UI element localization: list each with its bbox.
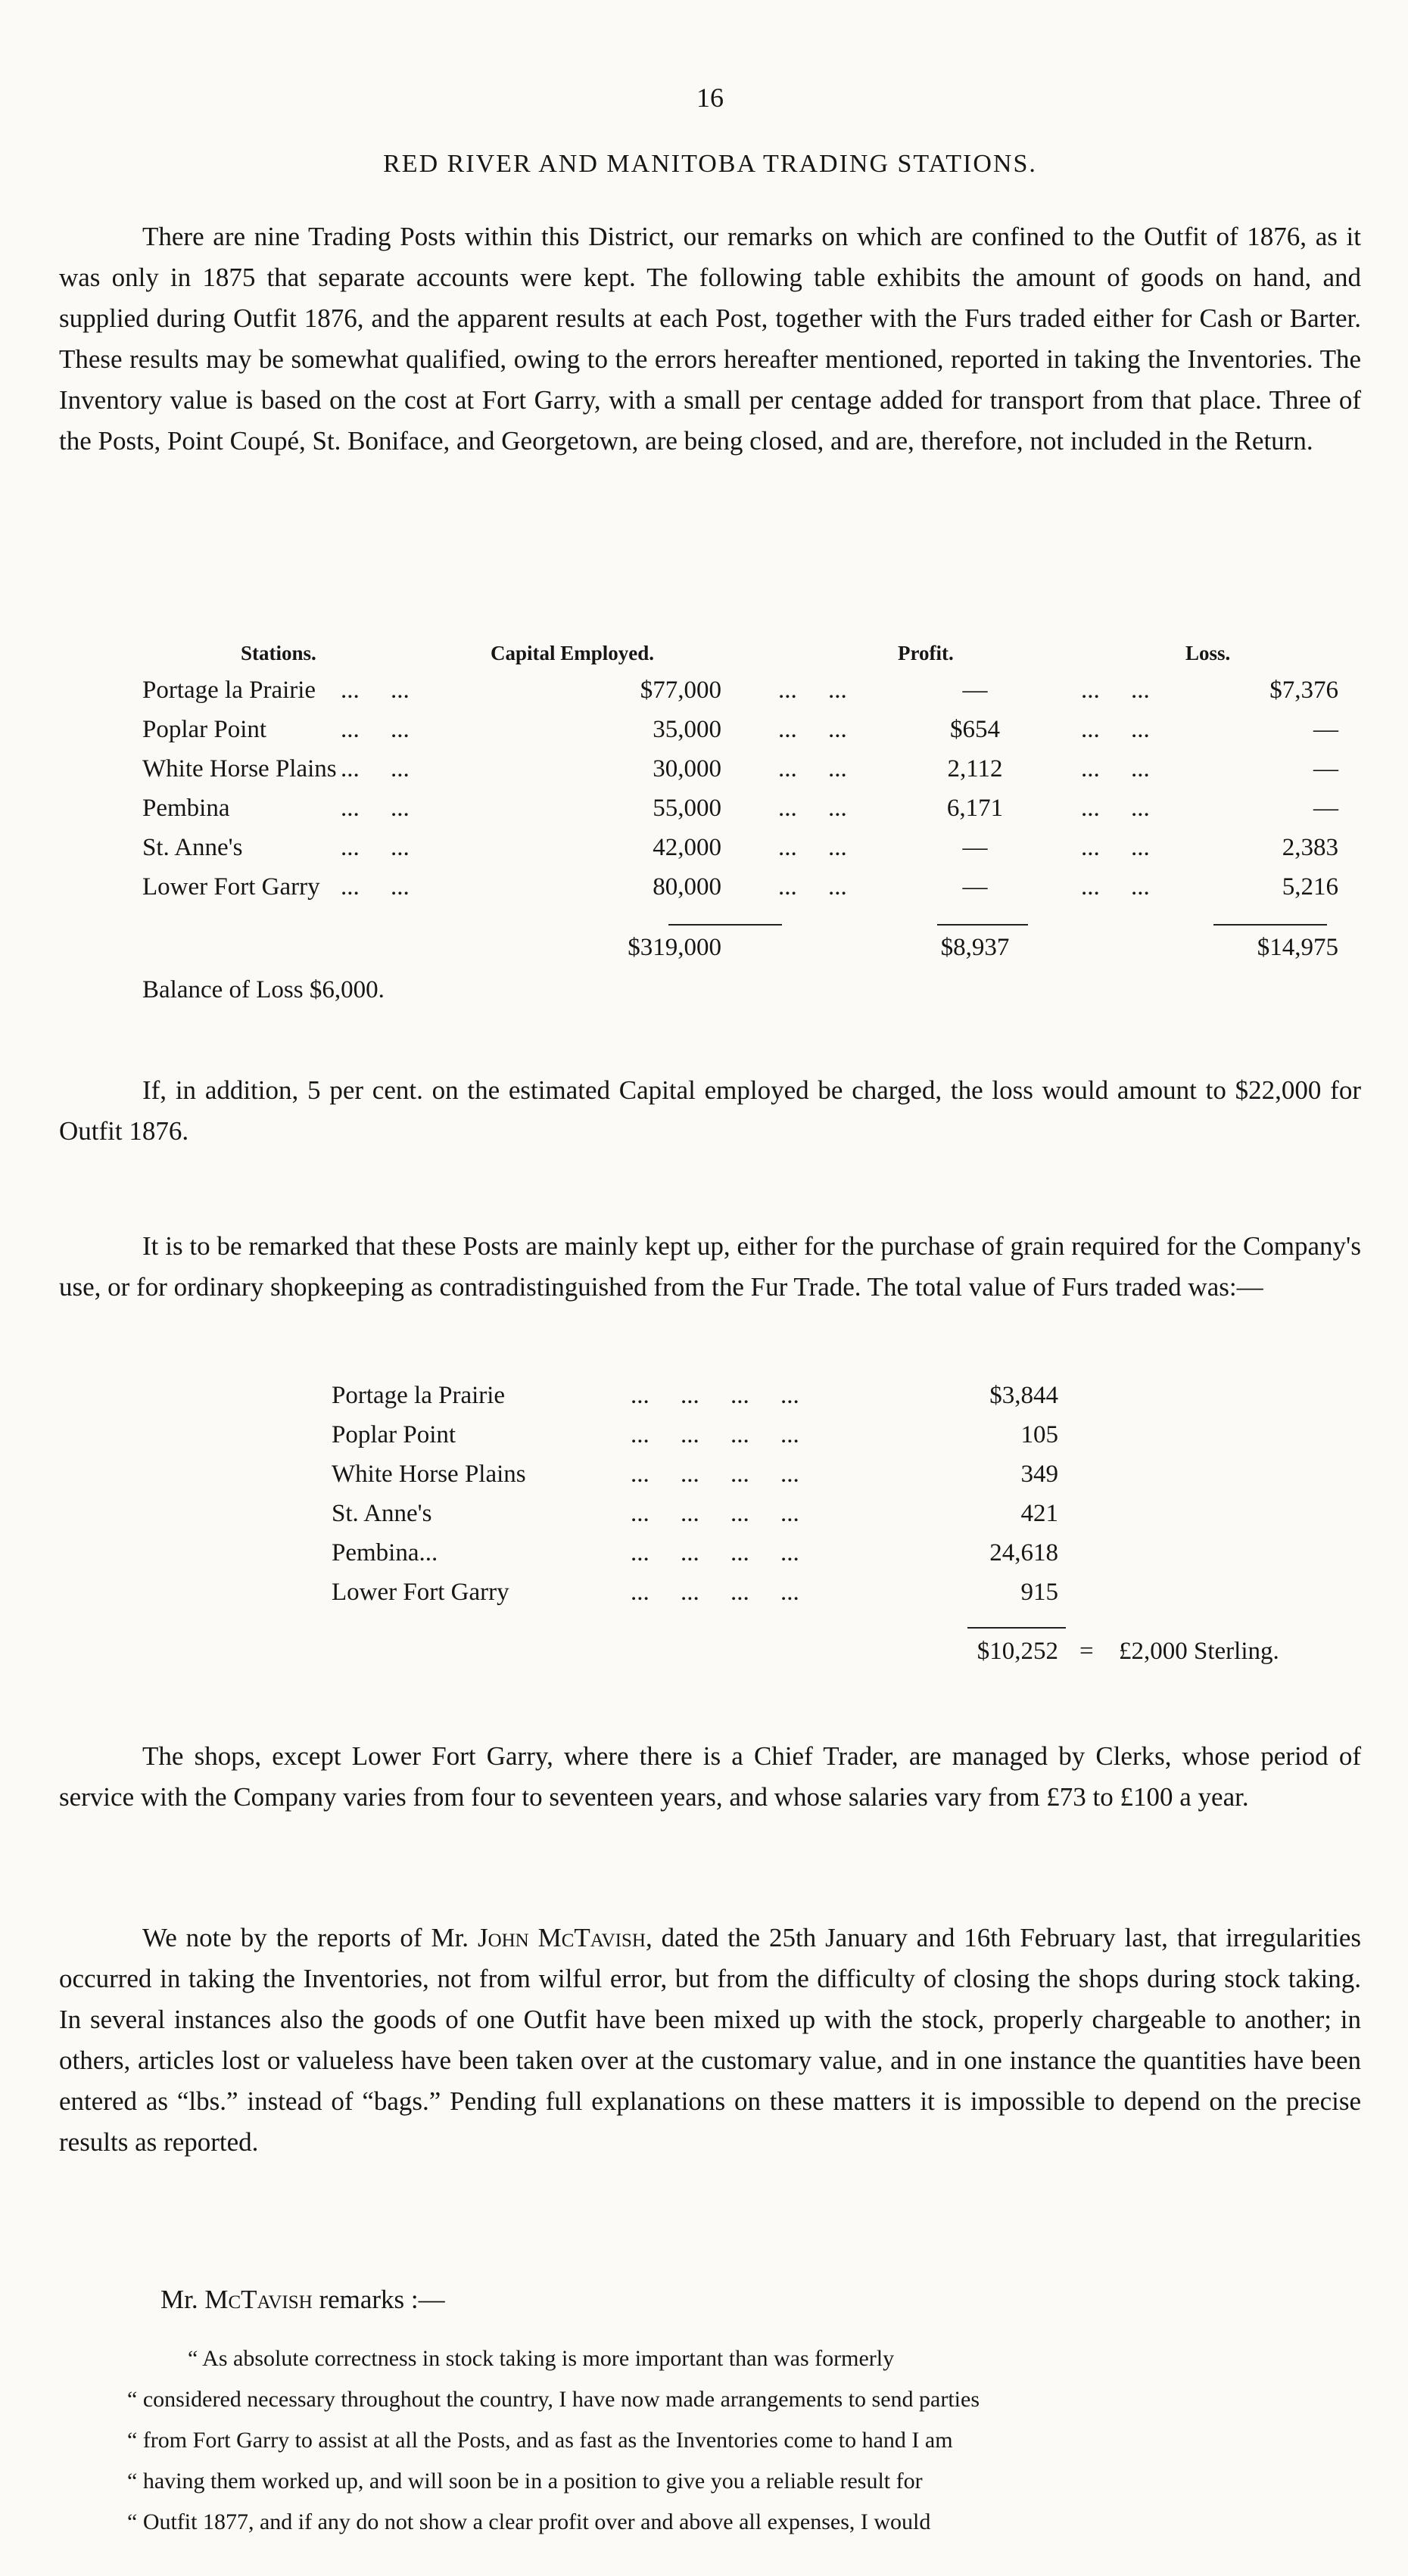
reports-text-before: We note by the reports of Mr. <box>142 1923 469 1952</box>
capital-value: 35,000 <box>653 716 721 743</box>
leader-dots: ... ... ... ... <box>631 1421 799 1448</box>
leader-dots: ... ... ... ... <box>631 1579 799 1606</box>
total-loss: $14,975 <box>1257 934 1338 961</box>
leader-dots: ... ... ... ... <box>631 1461 799 1488</box>
leader-dots: ... ... <box>778 677 847 704</box>
table-row <box>332 1382 1089 1421</box>
post-name: Poplar Point <box>332 1421 456 1448</box>
sterling-equivalent: £2,000 Sterling. <box>1119 1638 1279 1665</box>
loss-value: $7,376 <box>1269 677 1338 704</box>
fur-value: 349 <box>1020 1461 1058 1488</box>
post-name: Pembina... <box>332 1539 438 1566</box>
leader-dots: ... ... <box>341 755 410 782</box>
quote-line: “ Outfit 1877, and if any do not show a clear profit over and above all expenses, I would <box>127 2509 931 2534</box>
interest-paragraph: If, in addition, 5 per cent. on the estimated Capital employed be charged, the loss would amount to $22,000 for Outfit 1876. <box>59 1075 1361 1146</box>
leader-dots: ... ... <box>1081 795 1150 822</box>
leader-dots: ... ... <box>1081 677 1150 704</box>
intro-paragraph: There are nine Trading Posts within this District, our remarks on which are confined to the Outfit of 1876, as it was only in 1875 that separate accounts were kept. The following table exhibits the amount of goods on hand, and supplied during Outfit 1876, and the apparent results at each Post, together with the Furs traded either for Cash or Barter. These results may be somewhat qualified, owing to the errors hereafter mentioned, reported in taking the Inventories. The Inventory value is based on the cost at Fort Garry, with a small per centage added for transport from that place. Three of the Posts, Point Coupé, St. Boniface, and Georgetown, are being closed, and are, therefore, not included in the Return. <box>59 222 1361 456</box>
profit-value: $654 <box>950 716 1000 743</box>
fur-value: $3,844 <box>989 1382 1058 1409</box>
total-rule-capital <box>668 924 782 926</box>
leader-dots: ... ... <box>341 873 410 901</box>
totals-row <box>142 934 1338 973</box>
profit-value: — <box>962 677 988 704</box>
leader-dots: ... ... <box>778 755 847 782</box>
reports-paragraph <box>59 1918 1361 2163</box>
leader-dots: ... ... <box>341 795 410 822</box>
table-row <box>332 1421 1089 1461</box>
total-capital: $319,000 <box>628 934 721 961</box>
leader-dots: ... ... <box>778 795 847 822</box>
posts-paragraph: It is to be remarked that these Posts are mainly kept up, either for the purchase of grain required for the Company's use, or for ordinary shopkeeping as contradistinguished from the Fur Trade. The total value of Furs traded was:— <box>59 1231 1361 1302</box>
header-loss: Loss. <box>1185 642 1231 664</box>
leader-dots: ... ... ... ... <box>631 1539 799 1566</box>
total-rule-loss <box>1213 924 1327 926</box>
header-capital: Capital Employed. <box>491 642 655 664</box>
station-name: Portage la Prairie <box>142 677 316 704</box>
table-row <box>142 755 1338 795</box>
table-row <box>142 834 1338 873</box>
furs-total-row <box>332 1638 1361 1677</box>
capital-value: 80,000 <box>653 873 721 901</box>
loss-value: — <box>1313 755 1338 782</box>
remarks-suffix: remarks :— <box>319 2285 445 2314</box>
leader-dots: ... ... <box>1081 873 1150 901</box>
profit-value: 6,171 <box>946 795 1004 822</box>
quote-line: “ from Fort Garry to assist at all the Posts, and as fast as the Inventories come to hand I am <box>127 2428 953 2453</box>
leader-dots: ... ... <box>1081 716 1150 743</box>
capital-value: 30,000 <box>653 755 721 782</box>
remarks-name: McTavish <box>204 2285 313 2314</box>
leader-dots: ... ... <box>1081 834 1150 861</box>
page-number: 16 <box>696 82 724 113</box>
leader-dots: ... ... <box>341 834 410 861</box>
table-row <box>332 1539 1089 1579</box>
furs-total-rule <box>967 1627 1066 1629</box>
table-row <box>142 873 1338 913</box>
leader-dots: ... ... <box>778 716 847 743</box>
profit-value: — <box>962 873 988 901</box>
remarks-intro <box>160 2279 1296 2320</box>
station-name: Poplar Point <box>142 716 267 743</box>
quote-line: “ considered necessary throughout the country, I have now made arrangements to send parties <box>127 2387 980 2412</box>
leader-dots: ... ... <box>341 716 410 743</box>
fur-value: 105 <box>1020 1421 1058 1448</box>
capital-value: $77,000 <box>640 677 721 704</box>
total-profit: $8,937 <box>940 934 1010 961</box>
capital-value: 42,000 <box>653 834 721 861</box>
station-name: White Horse Plains <box>142 755 337 782</box>
quote-line: “ As absolute correctness in stock taking is more important than was formerly <box>188 2346 895 2371</box>
table-row <box>332 1500 1089 1539</box>
quote-line: “ having them worked up, and will soon be in a position to give you a reliable result for <box>127 2469 923 2494</box>
leader-dots: ... ... <box>341 677 410 704</box>
quoted-remarks <box>127 2338 1361 2543</box>
header-profit: Profit. <box>898 642 954 664</box>
station-name: Lower Fort Garry <box>142 873 320 901</box>
page-heading: RED RIVER AND MANITOBA TRADING STATIONS. <box>383 150 1037 178</box>
post-name: Portage la Prairie <box>332 1382 506 1409</box>
person-name: John McTavish <box>477 1923 646 1952</box>
post-name: Lower Fort Garry <box>332 1579 509 1606</box>
leader-dots: ... ... ... ... <box>631 1382 799 1409</box>
furs-total: $10,252 <box>977 1638 1058 1665</box>
table-row <box>142 677 1338 716</box>
loss-value: — <box>1313 795 1338 822</box>
loss-value: 2,383 <box>1282 834 1338 861</box>
leader-dots: ... ... <box>778 873 847 901</box>
document-page <box>59 0 1361 2576</box>
balance-of-loss: Balance of Loss $6,000. <box>142 976 385 1003</box>
equals-sign: = <box>1079 1638 1094 1665</box>
table-row <box>142 795 1338 834</box>
leader-dots: ... ... ... ... <box>631 1500 799 1527</box>
balance-row <box>142 976 1338 1016</box>
leader-dots: ... ... <box>778 834 847 861</box>
table-row <box>332 1579 1089 1618</box>
remarks-prefix: Mr. <box>160 2285 198 2314</box>
capital-value: 55,000 <box>653 795 721 822</box>
total-rule-profit <box>937 924 1028 926</box>
loss-value: 5,216 <box>1282 873 1338 901</box>
station-name: Pembina <box>142 795 230 822</box>
leader-dots: ... ... <box>1081 755 1150 782</box>
reports-text-after: , dated the 25th January and 16th February last, that irregularities occurred in taking the Inventories, not from wilful error, but from the difficulty of closing the shops during stock taking. In several instances also the goods of one Outfit have been mixed up with the stock, properly chargeable to another; in others, articles lost or valueless have been taken over at the customary value, and in one instance the quantities have been entered as “lbs.” instead of “bags.” Pending full explanations on these matters it is impossible to depend on the precise results as reported. <box>59 1923 1361 2157</box>
table-row <box>142 716 1338 755</box>
profit-value: 2,112 <box>947 755 1003 782</box>
profit-value: — <box>962 834 988 861</box>
fur-value: 421 <box>1020 1500 1058 1527</box>
post-name: White Horse Plains <box>332 1461 526 1488</box>
header-stations: Stations. <box>241 642 316 664</box>
station-name: St. Anne's <box>142 834 243 861</box>
shops-paragraph: The shops, except Lower Fort Garry, where there is a Chief Trader, are managed by Clerks, whose period of service with the Company varies from four to seventeen years, and whose salaries vary from £73 to £100 a year. <box>59 1741 1361 1812</box>
fur-value: 915 <box>1020 1579 1058 1606</box>
fur-value: 24,618 <box>989 1539 1058 1566</box>
table-row <box>332 1461 1089 1500</box>
loss-value: — <box>1313 716 1338 743</box>
post-name: St. Anne's <box>332 1500 432 1527</box>
